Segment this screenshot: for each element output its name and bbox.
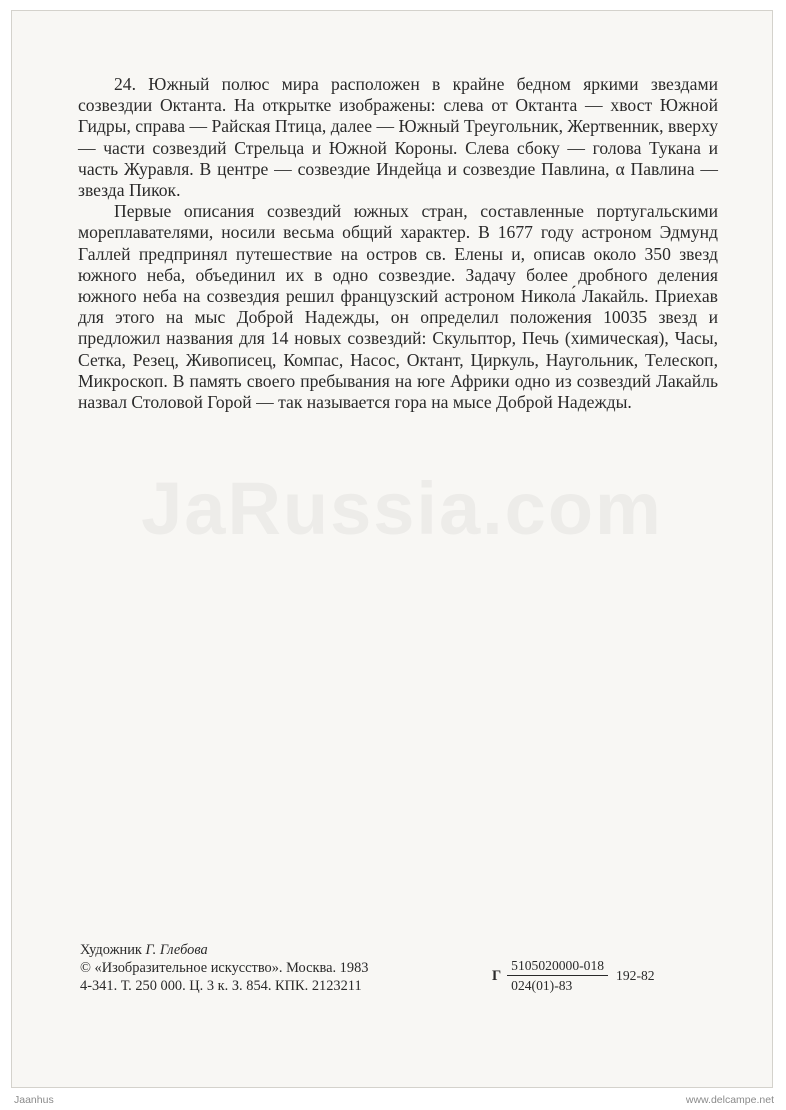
code-right: 192-82 bbox=[616, 967, 655, 983]
description-text bbox=[78, 74, 718, 413]
code-denominator: 024(01)-83 bbox=[511, 978, 573, 993]
watermark: JaRussia.com bbox=[141, 467, 663, 550]
paragraph-history: Первые описания созвездий южных стран, составленные португальскими мореплавателями, носили весьма общий характер. В 1677 году астроном Эдмунд Галлей предпринял путешествие на остров св. Елены и, описав около 350 звезд южного неба, объединил их в одно созвездие. Задачу более дробного деления южного неба на созвездия решил французский астроном Никола́ Лакайль. Приехав для этого на мыс Доброй Надежды, он определил положения 10035 звезд и предложил названия для 14 новых созвездий: Скульптор, Печь (химическая), Часы, Сетка, Резец, Живописец, Компас, Насос, Октант, Циркуль, Наугольник, Телескоп, Микроскоп. В память своего пребывания на юге Африки одно из созвездий Лакайль назвал Столовой Горой — так называется гора на мысе Доброй Надежды. bbox=[78, 201, 718, 413]
postcard-back bbox=[11, 10, 773, 1088]
artist-name: Г. Глебова bbox=[145, 942, 208, 958]
copyright-symbol: © bbox=[80, 960, 91, 976]
footer-right-text: www.delcampe.net bbox=[685, 1094, 774, 1106]
code-numerator: 5105020000-018 bbox=[507, 957, 608, 976]
code-letter: Г bbox=[492, 967, 502, 984]
imprint-block bbox=[80, 941, 720, 995]
footer-left-text: Jaanhus bbox=[14, 1094, 54, 1106]
artist-label: Художник bbox=[80, 942, 142, 958]
catalog-code bbox=[492, 957, 655, 994]
paragraph-constellations: 24. Южный полюс мира расположен в крайне бедном яркими звездами созвездии Октанта. На открытке изображены: слева от Октанта — хвост Южной Гидры, справа — Райская Птица, далее — Южный Треугольник, Жертвенник, вверху — части созвездий Стрельца и Южной Короны. Слева сбоку — голова Тукана и часть Журавля. В центре — созвездие Индейца и созвездие Павлина, α Павлина — звезда Пикок. bbox=[78, 74, 718, 201]
code-fraction bbox=[507, 957, 608, 994]
footer-bar bbox=[0, 1090, 786, 1110]
print-details: 4-341. Т. 250 000. Ц. 3 к. З. 854. КПК. 2123211 bbox=[80, 978, 362, 994]
publisher-text: «Изобразительное искусство». Москва. 1983 bbox=[94, 960, 369, 976]
